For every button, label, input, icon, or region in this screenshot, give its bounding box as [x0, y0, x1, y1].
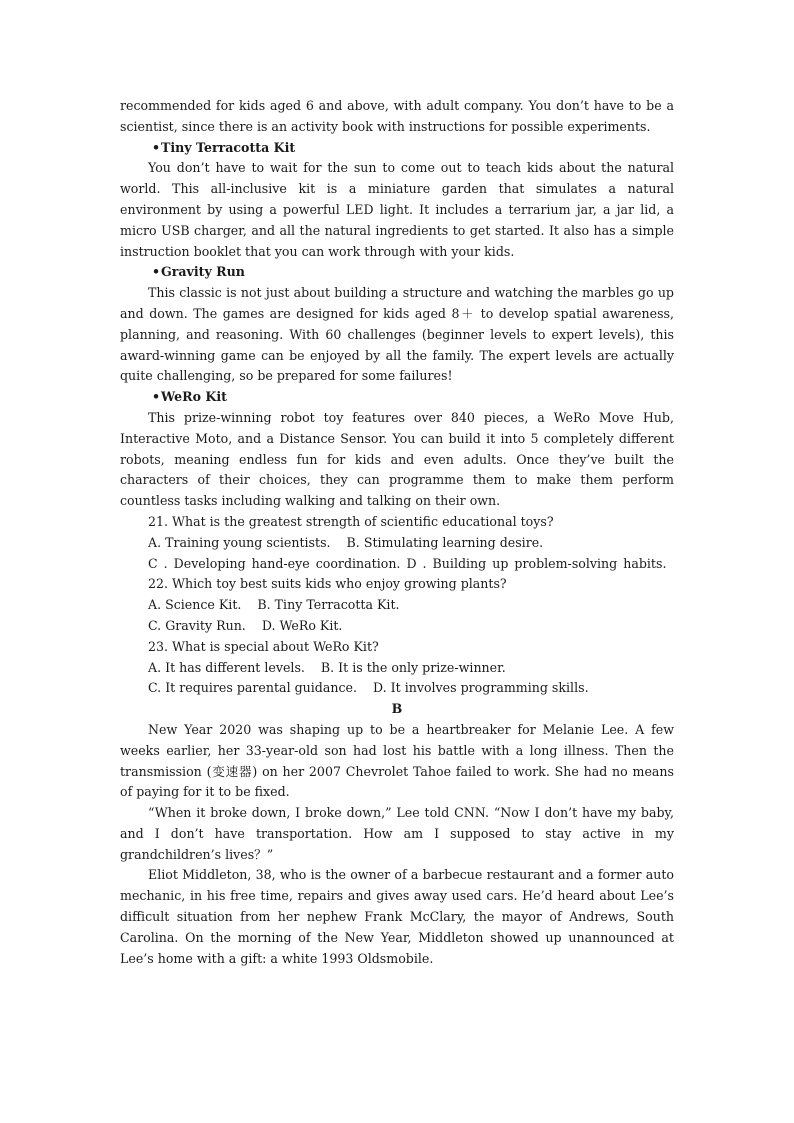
kit-title: Tiny Terracotta Kit	[161, 139, 296, 155]
question-23	[120, 637, 674, 699]
question-options: A. Science Kit. B. Tiny Terracotta Kit.	[148, 597, 400, 613]
question-options: C . Developing hand-eye coordination. D . Building up problem-solving habits.	[148, 555, 667, 571]
question-stem: 21. What is the greatest strength of scientific educational toys?	[148, 513, 554, 529]
kit-title: Gravity Run	[161, 264, 245, 280]
document-page	[120, 96, 674, 969]
kit-title: WeRo Kit	[161, 389, 227, 405]
passage-paragraph: Eliot Middleton, 38, who is the owner of a barbecue restaurant and a former auto mechanic, in his free time, repairs and gives away used cars. He’d heard about Lee’s difficult situation from her nephew Frank McClary, the mayor of Andrews, South Carolina. On the morning of the New Year, Middleton showed up unannounced at Lee’s home with a gift: a white 1993 Oldsmobile.	[120, 867, 674, 966]
question-options: C. Gravity Run. D. WeRo Kit.	[148, 617, 343, 633]
question-22	[120, 574, 674, 636]
bullet-icon: •	[152, 139, 161, 155]
question-options: A. It has different levels. B. It is the only prize-winner.	[148, 659, 506, 675]
kit-heading	[120, 387, 674, 408]
question-options: A. Training young scientists. B. Stimulating learning desire.	[148, 534, 544, 550]
question-options: C. It requires parental guidance. D. It involves programming skills.	[148, 680, 589, 696]
kit-heading	[120, 262, 674, 283]
question-stem: 23. What is special about WeRo Kit?	[148, 638, 379, 654]
section-heading: B	[391, 701, 403, 717]
kit-description: This prize-winning robot toy features over 840 pieces, a WeRo Move Hub, Interactive Moto, and a Distance Sensor. You can build it into 5 completely different robots, meaning endless fun for kids and even adults. Once they’ve built the characters of their choices, they can programme them to make them perform countless tasks including walking and talking on their own.	[120, 409, 674, 509]
kit-description: This classic is not just about building a structure and watching the marbles go up and down. The games are designed for kids aged 8＋ to develop spatial awareness, planning, and reasoning. With 60 challenges (beginner levels to expert levels), this award-winning game can be enjoyed by all the family. The expert levels are actually quite challenging, so be prepared for some failures!	[120, 285, 674, 384]
question-21	[120, 512, 674, 574]
kit-heading	[120, 138, 674, 159]
intro-continued-paragraph: recommended for kids aged 6 and above, with adult company. You don’t have to be a scientist, since there is an activity book with instructions for possible experiments.	[120, 98, 674, 134]
kit-wero	[120, 387, 674, 512]
question-stem: 22. Which toy best suits kids who enjoy growing plants?	[148, 576, 507, 592]
passage-paragraph: New Year 2020 was shaping up to be a heartbreaker for Melanie Lee. A few weeks earlier, her 33-year-old son had lost his battle with a long illness. Then the transmission (变速器) on her 2007 Chevrolet Tahoe failed to work. She had no means of paying for it to be fixed.	[120, 721, 674, 800]
bullet-icon: •	[152, 389, 161, 405]
kit-tiny-terracotta	[120, 138, 674, 263]
passage-paragraph: “When it broke down, I broke down,” Lee told CNN. “Now I don’t have my baby, and I don’t have transportation. How am I supposed to stay active in my grandchildren’s lives？”	[120, 805, 674, 862]
bullet-icon: •	[152, 264, 161, 280]
kit-gravity-run	[120, 262, 674, 387]
kit-description: You don’t have to wait for the sun to come out to teach kids about the natural world. This all-inclusive kit is a miniature garden that simulates a natural environment by using a powerful LED light. It includes a terrarium jar, a jar lid, a micro USB charger, and all the natural ingredients to get started. It also has a simple instruction booklet that you can work through with your kids.	[120, 160, 674, 259]
